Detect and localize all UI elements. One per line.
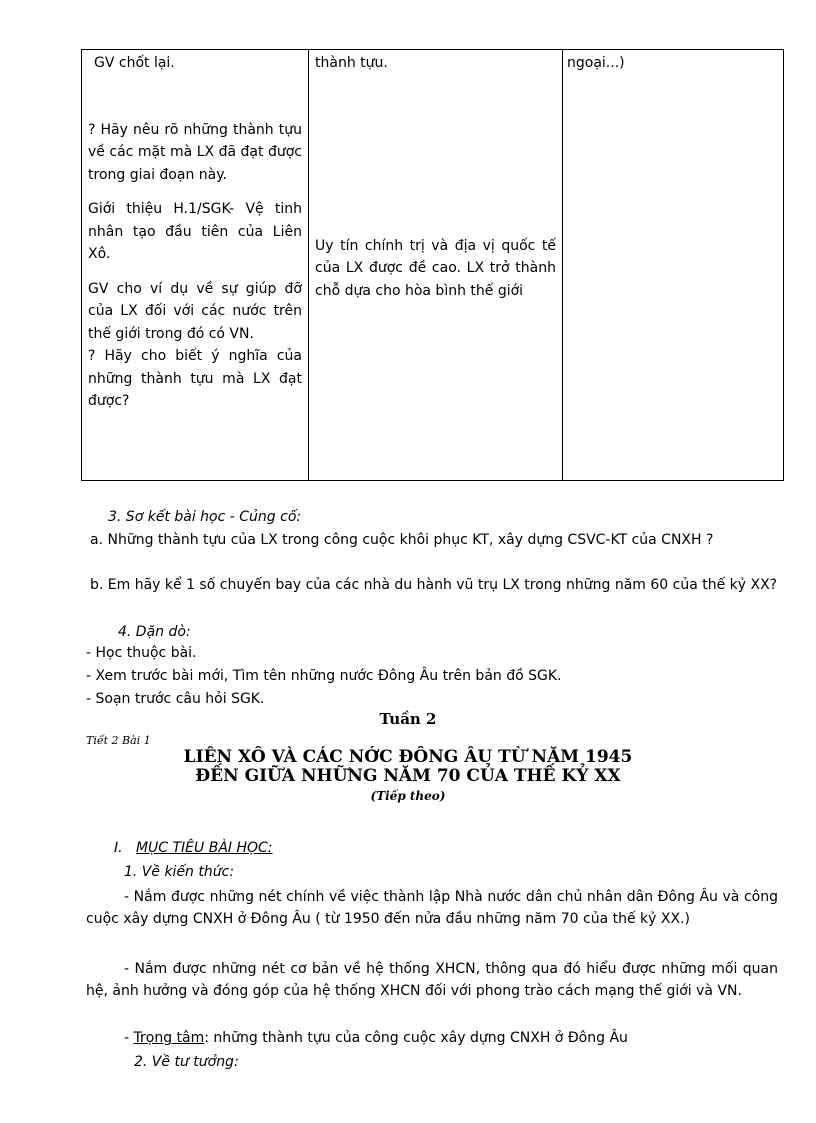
cell-paragraph: ngoại...)	[567, 55, 625, 71]
homework-item: - Xem trước bài mới, Tìm tên những nước Đông Âu trên bản đồ SGK.	[86, 668, 562, 684]
summary-item-b: b. Em hãy kể 1 số chuyến bay của các nhà du hành vũ trụ LX trong những năm 60 của thế kỷ XX?	[90, 577, 778, 593]
knowledge-heading: 1. Về kiến thức:	[124, 864, 235, 880]
focus-text: : những thành tựu của công cuộc xây dựng CNXH ở Đông Âu	[204, 1030, 628, 1046]
focus-line	[124, 1027, 628, 1049]
content-cell	[563, 50, 784, 481]
lesson-number: Tiết 2 Bài 1	[86, 734, 151, 747]
lesson-table	[81, 49, 784, 481]
cell-paragraph: thành tựu.	[315, 55, 388, 71]
objectives-heading-number: I.	[114, 840, 123, 856]
knowledge-bullet: - Nắm được những nét chính về việc thành lập Nhà nước dân chủ nhân dân Đông Âu và công cuộc xây dựng CNXH ở Đông Âu ( từ 1950 đến nửa đầu những năm 70 của thế kỷ XX.)	[86, 889, 778, 927]
cell-paragraph: ? Hãy nêu rõ những thành tựu về các mặt mà LX đã đạt được trong giai đoạn này.	[88, 121, 302, 183]
student-activity-cell	[309, 50, 563, 481]
ideology-heading: 2. Về tư tưởng:	[134, 1054, 239, 1070]
lesson-subtitle: (Tiếp theo)	[370, 789, 446, 803]
lesson-title-line1: LIÊN XÔ VÀ CÁC NỚC ĐÔNG ÂU TỪ NĂM 1945	[183, 747, 633, 767]
lesson-title-line2: ĐẾN GIỮA NHỮNG NĂM 70 CỦA THẾ KỶ XX	[195, 766, 621, 786]
cell-paragraph: Giới thiệu H.1/SGK- Vệ tinh nhân tạo đầu tiên của Liên Xô.	[88, 201, 302, 262]
cell-paragraph: GV chốt lại.	[94, 55, 175, 71]
homework-item: - Học thuộc bài.	[86, 645, 197, 661]
teacher-activity-cell	[82, 50, 309, 481]
cell-paragraph: Uy tín chính trị và địa vị quốc tế của LX được đề cao. LX trở thành chỗ dựa cho hòa bình thế giới	[315, 237, 556, 299]
summary-item-a: a. Những thành tựu của LX trong công cuộc khôi phục KT, xây dựng CSVC-KT của CNXH ?	[90, 532, 714, 548]
week-label: Tuần 2	[379, 710, 437, 728]
homework-heading: 4. Dặn dò:	[118, 624, 191, 640]
focus-prefix: -	[124, 1030, 134, 1046]
knowledge-bullet: - Nắm được những nét cơ bản về hệ thống XHCN, thông qua đó hiểu được những mối quan hệ, ảnh hưởng và đóng góp của hệ thống XHCN đối với phong trào cách mạng thế giới và VN.	[86, 961, 778, 999]
summary-heading: 3. Sơ kết bài học - Củng cố:	[108, 509, 302, 525]
cell-paragraph: GV cho ví dụ về sự giúp đỡ của LX đối với các nước trên thế giới trong đó có VN.	[88, 280, 302, 342]
objectives-heading-text: MỤC TIÊU BÀI HỌC:	[135, 840, 273, 856]
homework-item: - Soạn trước câu hỏi SGK.	[86, 691, 265, 707]
focus-label: Trọng tâm	[133, 1030, 205, 1046]
objectives-heading	[114, 837, 273, 859]
cell-paragraph: ? Hãy cho biết ý nghĩa của những thành tựu mà LX đạt được?	[88, 348, 302, 409]
table-row	[82, 50, 784, 481]
